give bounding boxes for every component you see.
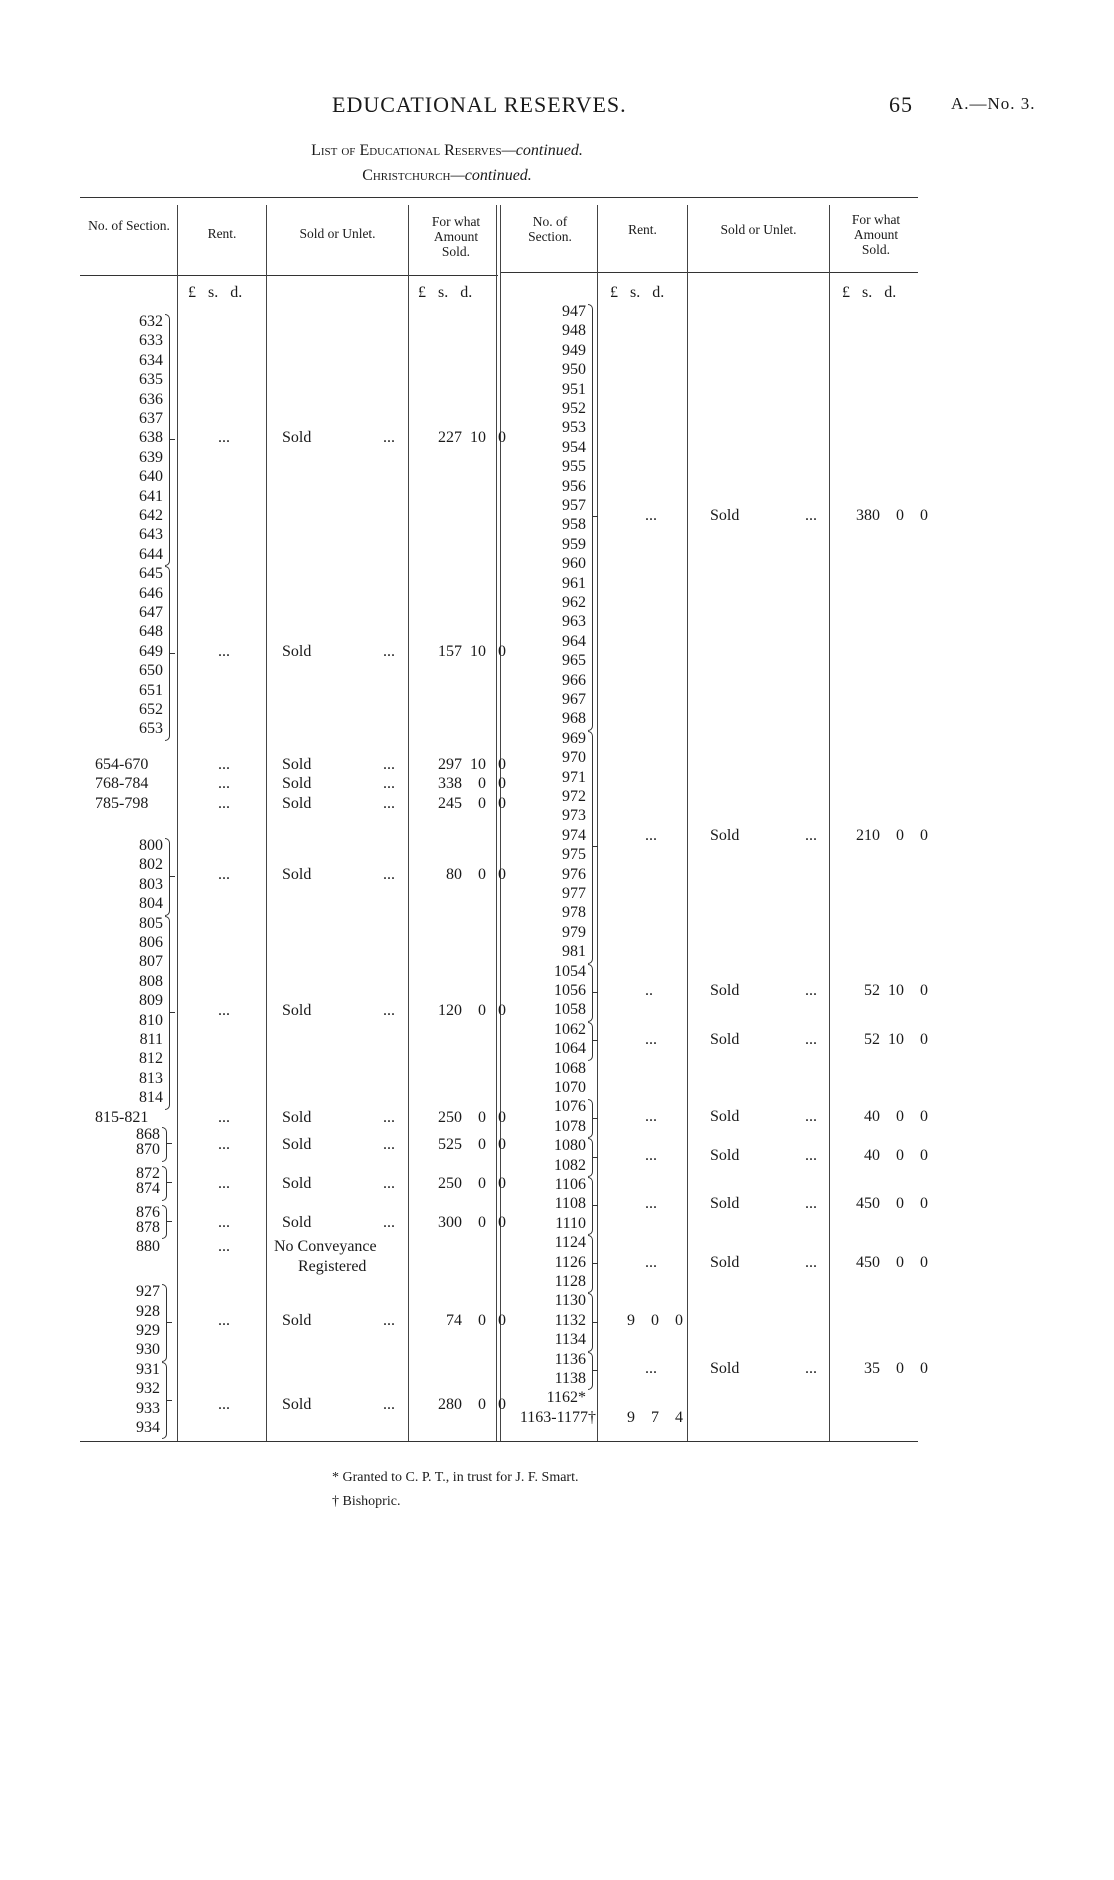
brace-point <box>170 653 175 654</box>
brace-point <box>593 1205 598 1206</box>
amount-cell: 210 0 0 <box>856 826 928 844</box>
section-number: 649 <box>139 642 163 660</box>
brace-bracket <box>588 304 593 731</box>
amount-cell: 52 10 0 <box>864 1030 928 1048</box>
amount-cell: 80 0 0 <box>446 866 506 884</box>
section-number: 639 <box>139 448 163 466</box>
col-divider <box>597 205 598 1441</box>
section-number: 808 <box>139 972 163 990</box>
section-number: 636 <box>139 390 163 408</box>
brace-point <box>593 1157 598 1158</box>
section-number: 962 <box>562 594 586 611</box>
leader-dots: ... <box>805 1108 817 1126</box>
brace-point <box>170 1012 175 1013</box>
leader-dots: ... <box>383 1174 395 1192</box>
footnote: † Bishopric. <box>332 1494 401 1509</box>
section-number: 965 <box>562 652 586 670</box>
leader-dots: ... <box>383 1395 395 1413</box>
rent-cell: ... <box>218 866 230 884</box>
section-number: 967 <box>562 691 586 708</box>
rent-cell: ... <box>218 1001 230 1019</box>
subtitle-continued: —continued. <box>501 142 583 159</box>
status-cell: Sold <box>710 1253 740 1271</box>
section-number: 950 <box>562 361 586 379</box>
brace-bracket <box>162 1166 167 1201</box>
section-number: 969 <box>562 729 586 747</box>
section-number: 652 <box>139 701 163 718</box>
col-head-amount: For what Amount Sold. <box>851 212 901 257</box>
section-number: 976 <box>562 865 586 883</box>
rent-cell: ... <box>218 1312 230 1330</box>
section-number: 1132 <box>554 1311 586 1329</box>
amount-cell: 297 10 0 <box>438 756 506 773</box>
header-rule-right <box>500 272 918 273</box>
brace-point <box>167 1221 172 1222</box>
page-number: 65 <box>889 92 913 117</box>
section-number: 948 <box>562 322 586 340</box>
section-number: 1136 <box>554 1350 586 1368</box>
section-number: 934 <box>136 1419 160 1436</box>
status-cell: Sold <box>710 1108 740 1126</box>
status-cell: No Conveyance <box>274 1238 377 1256</box>
section-number: 953 <box>562 419 586 437</box>
amount-cell: 227 10 0 <box>438 429 506 447</box>
status-cell: Sold <box>282 1312 312 1330</box>
section-number: 802 <box>139 856 163 874</box>
section-number: 1080 <box>554 1137 586 1155</box>
status-cell: Sold <box>710 1195 740 1213</box>
col-divider <box>687 205 688 1441</box>
col-head-section: No. of Section. <box>88 218 170 233</box>
rent-cell: ... <box>218 1395 230 1413</box>
rent-cell: ... <box>645 1195 657 1213</box>
amount-cell: 52 10 0 <box>864 982 928 999</box>
leader-dots: ... <box>805 1195 817 1213</box>
status-cell: Sold <box>282 642 312 660</box>
leader-dots: ... <box>805 1146 817 1164</box>
unit-label: £ s. d. <box>842 284 897 301</box>
section-number: 975 <box>562 846 586 864</box>
section-number: 928 <box>136 1302 160 1320</box>
leader-dots: ... <box>383 429 395 447</box>
section-number: 970 <box>562 749 586 767</box>
leader-dots: ... <box>383 1108 395 1126</box>
place-name: Christchurch <box>362 167 451 184</box>
section-number: 870 <box>136 1141 160 1159</box>
section-number: 637 <box>139 410 163 427</box>
section-number: 642 <box>139 507 163 524</box>
brace-point <box>167 1400 172 1401</box>
leader-dots: ... <box>805 1253 817 1271</box>
brace-point <box>170 876 175 877</box>
status-cell: Sold <box>710 826 740 844</box>
rent-cell: .. <box>645 982 653 999</box>
status-cell: Sold <box>282 1108 312 1126</box>
section-number: 804 <box>139 895 163 913</box>
section-number: 815-821 <box>95 1108 149 1126</box>
section-number: 811 <box>139 1031 163 1048</box>
section-number: 640 <box>139 468 163 486</box>
brace-bracket <box>165 916 170 1110</box>
rent-cell: ... <box>645 506 657 524</box>
table-bottom-rule <box>80 1441 918 1442</box>
section-number: 1076 <box>554 1098 586 1116</box>
section-number: 1126 <box>554 1253 586 1271</box>
section-number: 1163-1177† <box>519 1408 596 1426</box>
status-cell: Sold <box>710 1146 740 1164</box>
section-number: 868 <box>136 1126 160 1143</box>
section-number: 1068 <box>554 1059 586 1077</box>
leader-dots: ... <box>383 866 395 884</box>
amount-cell: 300 0 0 <box>438 1213 506 1231</box>
section-number: 961 <box>562 574 586 592</box>
section-number: 809 <box>139 992 163 1010</box>
section-number: 876 <box>136 1203 160 1221</box>
section-number: 1064 <box>554 1040 586 1058</box>
section-number: 954 <box>562 438 586 456</box>
rent-cell: ... <box>645 1030 657 1048</box>
section-number: 973 <box>562 807 586 825</box>
section-number: 955 <box>562 458 586 476</box>
section-number: 1082 <box>554 1156 586 1174</box>
leader-dots: ... <box>805 506 817 524</box>
section-number: 878 <box>136 1219 160 1236</box>
status-cell: Sold <box>282 1174 312 1192</box>
section-number: 929 <box>136 1322 160 1339</box>
section-number: 981 <box>562 943 586 961</box>
section-number: 1054 <box>554 962 586 980</box>
section-number: 959 <box>562 535 586 553</box>
rent-cell: ... <box>218 1174 230 1192</box>
section-number: 930 <box>136 1341 160 1359</box>
section-number: 979 <box>562 923 586 941</box>
section-number: 643 <box>139 526 163 544</box>
leader-dots: ... <box>383 1312 395 1330</box>
amount-cell: 157 10 0 <box>438 642 506 660</box>
brace-bracket <box>588 731 593 964</box>
status-cell: Sold <box>282 794 312 812</box>
status-cell: Sold <box>710 506 740 524</box>
section-number: 1128 <box>554 1273 586 1290</box>
section-number: 978 <box>562 904 586 922</box>
section-number: 654-670 <box>95 756 149 773</box>
place-continued: —continued. <box>450 167 532 184</box>
amount-cell: 450 0 0 <box>856 1253 928 1271</box>
amount-cell: 380 0 0 <box>856 506 928 524</box>
rent-cell: ... <box>645 1360 657 1378</box>
leader-dots: ... <box>383 775 395 793</box>
section-number: 972 <box>562 788 586 805</box>
section-number: 932 <box>136 1380 160 1398</box>
section-number: 1130 <box>554 1292 586 1310</box>
section-number: 645 <box>139 565 163 583</box>
amount-cell: 120 0 0 <box>438 1001 506 1019</box>
section-number: 633 <box>139 332 163 350</box>
section-number: 653 <box>139 720 163 738</box>
leader-dots: ... <box>805 826 817 844</box>
section-number: 977 <box>562 885 586 902</box>
section-number: 971 <box>562 768 586 786</box>
section-number: 964 <box>562 632 586 650</box>
rent-cell: 9 0 0 <box>627 1311 683 1329</box>
section-number: 814 <box>139 1089 163 1107</box>
amount-cell: 280 0 0 <box>438 1395 506 1413</box>
section-number: 1138 <box>554 1370 586 1387</box>
col-head-rent: Rent. <box>628 222 657 237</box>
brace-bracket <box>588 1022 593 1061</box>
footnote: * Granted to C. P. T., in trust for J. F. Smart. <box>332 1470 579 1485</box>
brace-point <box>593 1322 598 1323</box>
section-number: 1058 <box>554 1001 586 1019</box>
leader-dots: ... <box>383 1213 395 1231</box>
brace-bracket <box>165 838 170 916</box>
section-number: 1124 <box>554 1234 586 1252</box>
brace-point <box>593 516 598 517</box>
brace-point <box>593 1263 598 1264</box>
section-number: 958 <box>562 516 586 534</box>
amount-cell: 245 0 0 <box>438 794 506 812</box>
brace-point <box>593 992 598 993</box>
section-number: 1062 <box>554 1020 586 1038</box>
amount-cell: 250 0 0 <box>438 1108 506 1126</box>
rent-cell: ... <box>218 1213 230 1231</box>
subtitle-reserves: Educational Reserves <box>359 142 502 159</box>
amount-cell: 250 0 0 <box>438 1174 506 1192</box>
rent-cell: ... <box>218 1108 230 1126</box>
amount-cell: 40 0 0 <box>864 1146 928 1164</box>
status-cell: Sold <box>282 1213 312 1231</box>
section-number: 805 <box>139 914 163 932</box>
leader-dots: ... <box>805 982 817 999</box>
brace-bracket <box>162 1127 167 1162</box>
amount-cell: 338 0 0 <box>438 775 506 793</box>
section-number: 1106 <box>554 1176 586 1193</box>
status-cell: Sold <box>282 775 312 793</box>
status-cell: Sold <box>282 756 312 773</box>
brace-point <box>593 1040 598 1041</box>
col-head-sold: Sold or Unlet. <box>720 222 797 237</box>
unit-label: £ s. d. <box>610 284 665 301</box>
section-number: 931 <box>136 1360 160 1378</box>
unit-label: £ s. d. <box>188 284 243 301</box>
section-number: 1162* <box>546 1389 586 1407</box>
rent-cell: ... <box>645 1253 657 1271</box>
status-cell: Sold <box>282 1395 312 1413</box>
rent-cell: ... <box>645 826 657 844</box>
section-number: 634 <box>139 351 163 369</box>
leader-dots: ... <box>383 642 395 660</box>
col-divider <box>408 205 409 1441</box>
table-top-rule <box>80 197 918 198</box>
document-reference: A.—No. 3. <box>951 94 1036 113</box>
section-number: 648 <box>139 623 163 641</box>
section-number: 872 <box>136 1164 160 1182</box>
leader-dots: ... <box>383 1136 395 1153</box>
section-number: 874 <box>136 1180 160 1198</box>
leader-dots: ... <box>805 1360 817 1378</box>
section-number: 812 <box>139 1050 163 1068</box>
amount-cell: 450 0 0 <box>856 1195 928 1213</box>
rent-cell: ... <box>645 1146 657 1164</box>
rent-cell: ... <box>218 1136 230 1153</box>
section-number: 1108 <box>554 1195 586 1213</box>
leader-dots: ... <box>383 1001 395 1019</box>
leader-dots: ... <box>383 794 395 812</box>
section-number: 646 <box>139 584 163 602</box>
section-number: 927 <box>136 1283 160 1301</box>
section-number: 810 <box>139 1011 163 1029</box>
amount-cell: 525 0 0 <box>438 1136 506 1153</box>
section-number: 651 <box>139 681 163 699</box>
section-number: 632 <box>139 313 163 330</box>
brace-bracket <box>165 314 170 566</box>
section-number: 806 <box>139 934 163 951</box>
status-cell: Sold <box>282 1001 312 1019</box>
section-number: 813 <box>139 1069 163 1087</box>
section-number: 951 <box>562 380 586 398</box>
section-number: 1110 <box>555 1214 586 1232</box>
brace-bracket <box>588 1177 593 1235</box>
section-number: 968 <box>562 710 586 728</box>
section-number: 963 <box>562 613 586 631</box>
brace-point <box>167 1143 172 1144</box>
subtitle-list-of: List of <box>311 142 356 159</box>
section-number: 1078 <box>554 1117 586 1135</box>
section-number: 949 <box>562 341 586 359</box>
brace-point <box>167 1322 172 1323</box>
unit-label: £ s. d. <box>418 284 473 301</box>
amount-cell: 40 0 0 <box>864 1108 928 1126</box>
leader-dots: ... <box>383 756 395 773</box>
section-number: 957 <box>562 497 586 514</box>
status-cell: Registered <box>298 1257 367 1275</box>
section-number: 635 <box>139 371 163 389</box>
section-number: 966 <box>562 671 586 689</box>
status-cell: Sold <box>710 1030 740 1048</box>
rent-cell: 9 7 4 <box>627 1408 683 1426</box>
section-number: 768-784 <box>95 775 149 793</box>
brace-point <box>593 846 598 847</box>
section-number: 785-798 <box>95 794 149 812</box>
brace-point <box>170 439 175 440</box>
section-number: 644 <box>139 545 163 563</box>
section-number: 647 <box>139 604 163 621</box>
status-cell: Sold <box>710 1360 740 1378</box>
rent-cell: ... <box>218 756 230 773</box>
brace-point <box>167 1182 172 1183</box>
col-divider <box>177 205 178 1441</box>
leader-dots: ... <box>218 1238 230 1256</box>
brace-point <box>593 1370 598 1371</box>
amount-cell: 74 0 0 <box>446 1312 506 1330</box>
section-number: 807 <box>139 953 163 971</box>
amount-cell: 35 0 0 <box>864 1360 928 1378</box>
section-number: 1056 <box>554 982 586 999</box>
status-cell: Sold <box>710 982 740 999</box>
section-number: 933 <box>136 1399 160 1417</box>
section-number: 641 <box>139 487 163 505</box>
section-number: 880 <box>136 1238 160 1256</box>
section-number: 947 <box>562 303 586 320</box>
section-number: 803 <box>139 875 163 893</box>
section-number: 960 <box>562 555 586 573</box>
status-cell: Sold <box>282 429 312 447</box>
header-rule-left <box>80 275 498 276</box>
rent-cell: ... <box>218 794 230 812</box>
col-divider <box>266 205 267 1441</box>
status-cell: Sold <box>282 866 312 884</box>
page-title: EDUCATIONAL RESERVES. <box>332 92 627 117</box>
rent-cell: ... <box>645 1108 657 1126</box>
rent-cell: ... <box>218 775 230 793</box>
section-number: 956 <box>562 477 586 495</box>
section-number: 650 <box>139 662 163 680</box>
col-head-amount: For what Amount Sold. <box>431 214 481 259</box>
section-number: 638 <box>139 429 163 447</box>
section-number: 952 <box>562 400 586 417</box>
col-head-rent: Rent. <box>207 226 237 241</box>
section-number: 800 <box>139 837 163 854</box>
rent-cell: ... <box>218 429 230 447</box>
section-number: 1134 <box>554 1331 586 1349</box>
section-number: 974 <box>562 826 586 844</box>
col-head-sold: Sold or Unlet. <box>299 226 376 241</box>
brace-bracket <box>162 1362 167 1440</box>
brace-point <box>593 1118 598 1119</box>
brace-bracket <box>588 964 593 1022</box>
leader-dots: ... <box>805 1030 817 1048</box>
section-number: 1070 <box>554 1079 586 1096</box>
status-cell: Sold <box>282 1136 312 1153</box>
rent-cell: ... <box>218 642 230 660</box>
col-head-section: No. of Section. <box>528 214 572 244</box>
